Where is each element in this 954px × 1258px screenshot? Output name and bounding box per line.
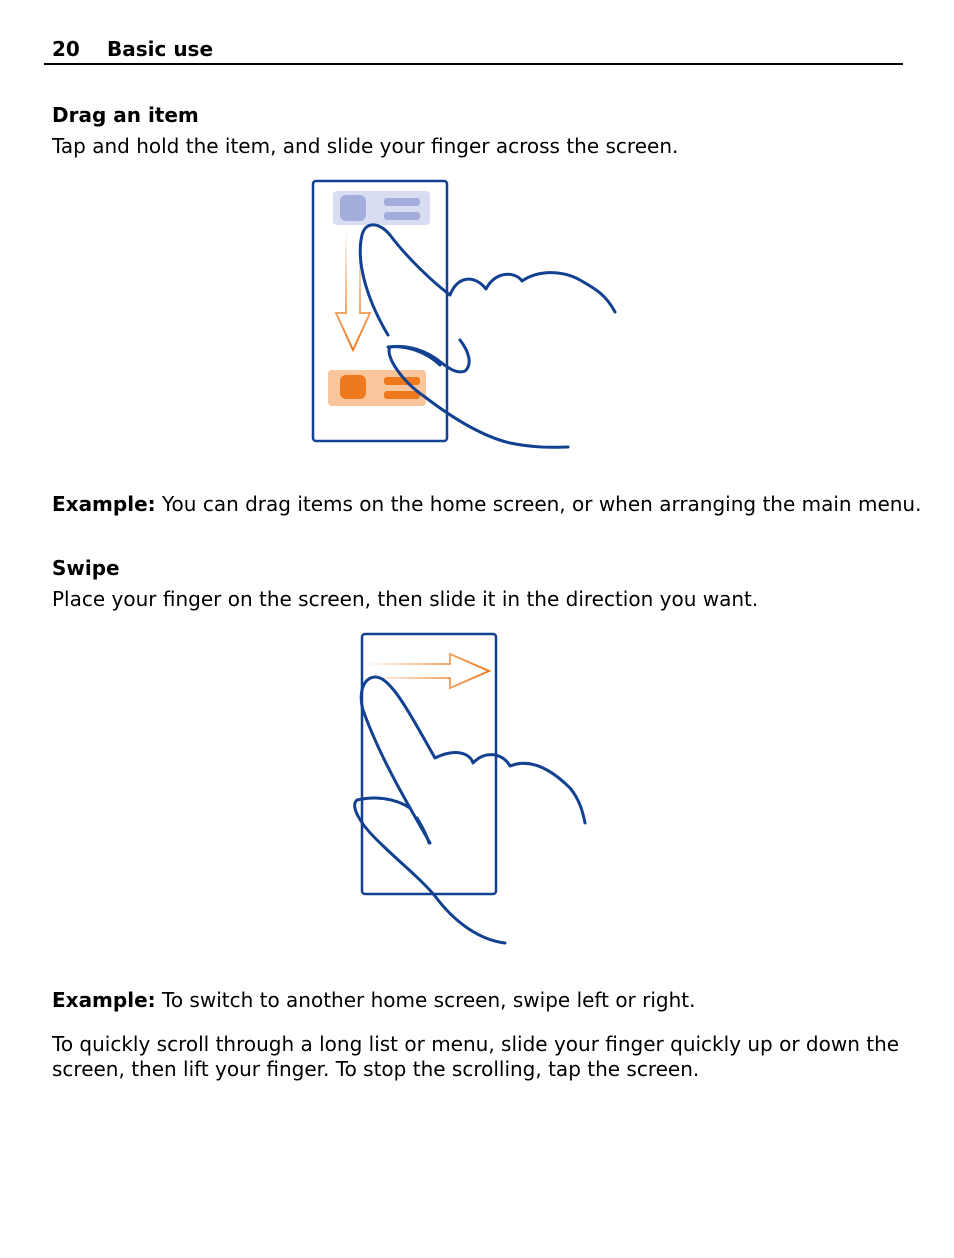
swipe-heading: Swipe (52, 556, 120, 580)
section-title: Basic use (107, 37, 214, 61)
page-number: 20 (52, 37, 80, 61)
scroll-note-line-2: screen, then lift your finger. To stop the scrolling, tap the screen. (52, 1057, 700, 1081)
scroll-note-line-1: To quickly scroll through a long list or menu, slide your finger quickly up or down the (52, 1032, 900, 1056)
drag-instruction: Tap and hold the item, and slide your finger across the screen. (52, 134, 679, 158)
page-header (44, 36, 903, 65)
drag-example (52, 491, 921, 517)
source-item (333, 191, 430, 225)
swipe-example (52, 987, 695, 1013)
drag-illustration (300, 175, 630, 465)
example-label: Example: (52, 988, 156, 1012)
swipe-instruction: Place your finger on the screen, then slide it in the direction you want. (52, 587, 759, 611)
example-text: You can drag items on the home screen, or when arranging the main menu. (155, 492, 922, 516)
example-label: Example: (52, 492, 156, 516)
swipe-illustration (345, 628, 605, 948)
phone-screen-outline (362, 634, 496, 894)
example-text: To switch to another home screen, swipe left or right. (155, 988, 696, 1012)
drag-heading: Drag an item (52, 103, 199, 127)
